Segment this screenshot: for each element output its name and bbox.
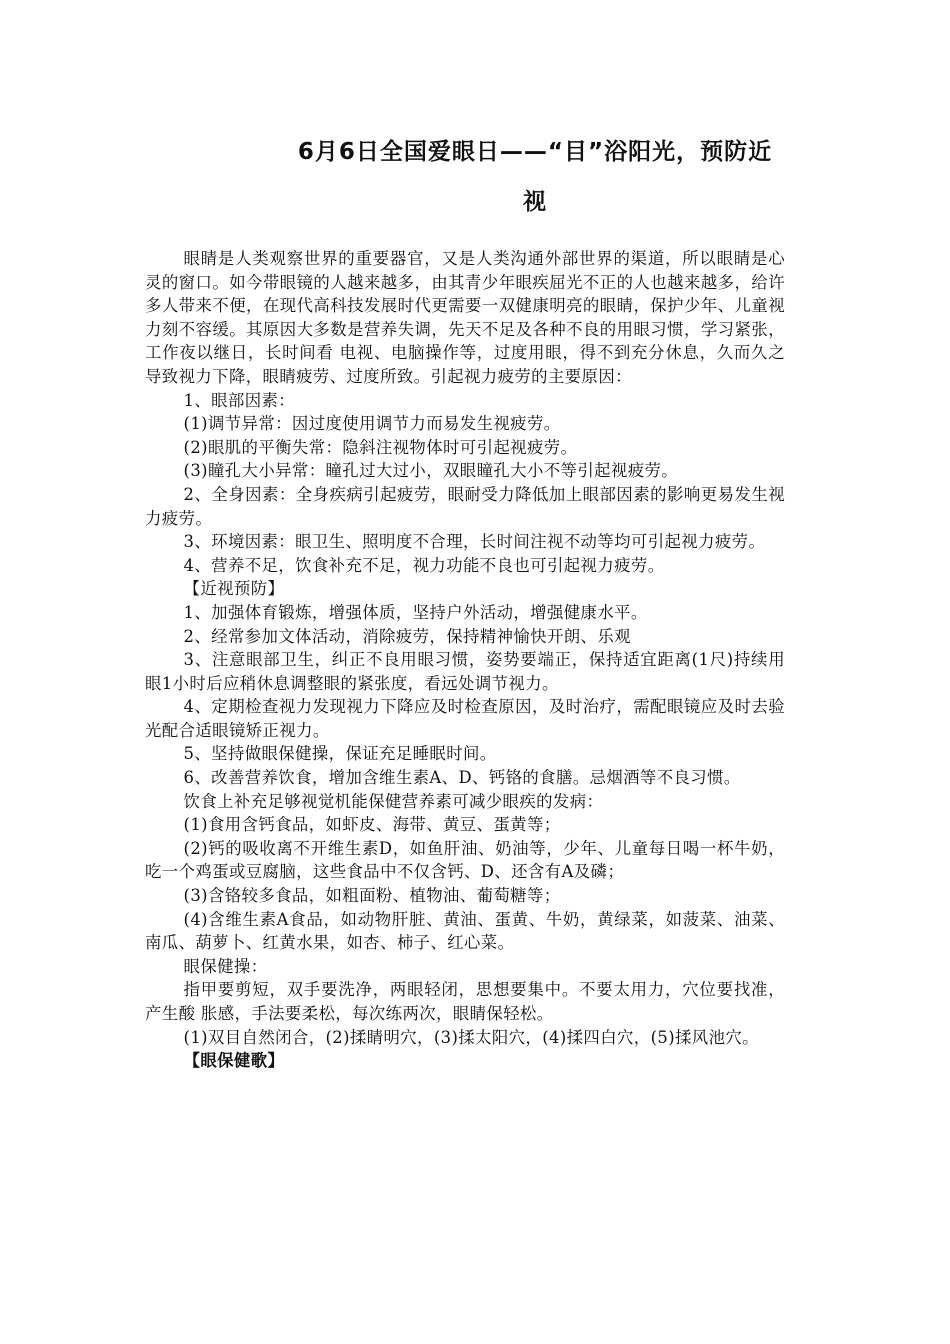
diet-item-4: (4)含维生素A食品，如动物肝脏、黄油、蛋黄、牛奶，黄绿菜，如菠菜、油菜、南瓜、葫萝卜、红黄水果，如杏、柿子、红心菜。 bbox=[145, 909, 785, 953]
prevention-item-4: 4、定期检查视力发现视力下降应及时检查原因，及时治疗，需配眼镜应及时去验光配合适眼镜矫正视力。 bbox=[145, 697, 785, 740]
document-title-line-2: 视 bbox=[523, 189, 547, 215]
myopia-prevention-heading: 【近视预防】 bbox=[183, 579, 285, 599]
prevention-item-6: 6、改善营养饮食，增加含维生素A、D、钙铬的食膳。忌烟酒等不良习惯。 bbox=[183, 768, 741, 788]
cause-body-factors: 2、全身因素：全身疾病引起疲劳，眼耐受力降低加上眼部因素的影响更易发生视力疲劳。 bbox=[145, 484, 785, 528]
cause-eye-factor-1: (1)调节异常：因过度使用调节力而易发生视疲劳。 bbox=[183, 414, 561, 434]
cause-eye-factor-3: (3)瞳孔大小异常：瞳孔过大过小，双眼瞳孔大小不等引起视疲劳。 bbox=[183, 461, 679, 481]
diet-intro: 饮食上补充足够视觉机能保健营养素可减少眼疾的发病： bbox=[183, 791, 604, 811]
prevention-item-2: 2、经常参加文体活动，消除疲劳，保持精神愉快开朗、乐观 bbox=[183, 626, 631, 646]
prevention-item-3: 3、注意眼部卫生，纠正不良用眼习惯，姿势要端正，保持适宜距离(1尺)持续用眼1小时后应稍休息调整眼的紧张度，看远处调节视力。 bbox=[145, 650, 785, 693]
eye-exercise-instructions: 指甲要剪短，双手要洗净，两眼轻闭，思想要集中。不要太用力，穴位要找准，产生酸 胀感，手法要柔松，每次练两次，眼睛保轻松。 bbox=[145, 980, 785, 1023]
eye-exercise-heading: 眼保健操： bbox=[183, 956, 268, 976]
cause-eye-factors-heading: 1、眼部因素： bbox=[183, 390, 296, 410]
cause-environment-factors: 3、环境因素：眼卫生、照明度不合理，长时间注视不动等均可引起视力疲劳。 bbox=[183, 532, 766, 552]
document-title-line-1: 6月6日全国爱眼日——“目”浴阳光，预防近 bbox=[297, 139, 773, 165]
document-body bbox=[145, 247, 785, 1073]
diet-item-1: (1)食用含钙食品，如虾皮、海带、黄豆、蛋黄等； bbox=[183, 815, 561, 835]
prevention-item-1: 1、加强体育锻炼，增强体质，坚持户外活动，增强健康水平。 bbox=[183, 602, 648, 622]
eye-care-song-heading: 【眼保健歌】 bbox=[183, 1051, 285, 1071]
cause-nutrition-factors: 4、营养不足，饮食补充不足，视力功能不良也可引起视力疲劳。 bbox=[183, 555, 665, 575]
diet-item-2: (2)钙的吸收离不开维生素D，如鱼肝油、奶油等，少年、儿童每日喝一杯牛奶，吃一个鸡蛋或豆腐脑，这些食品中不仅含钙、D、还含有A及磷； bbox=[145, 838, 785, 882]
diet-item-3: (3)含铬较多食品，如粗面粉、植物油、葡萄糖等； bbox=[183, 886, 561, 906]
prevention-item-5: 5、坚持做眼保健操，保证充足睡眠时间。 bbox=[183, 744, 497, 764]
cause-eye-factor-2: (2)眼肌的平衡失常：隐斜注视物体时可引起视疲劳。 bbox=[183, 437, 578, 457]
intro-paragraph: 眼睛是人类观察世界的重要器官，又是人类沟通外部世界的渠道，所以眼睛是心灵的窗口。如今带眼镜的人越来越多，由其青少年眼疾屈光不正的人也越来越多，给许多人带来不便，在现代高科技发展时代更需要一双健康明亮的眼睛，保护少年、儿童视力刻不容缓。其原因大多数是营养失调，先天不足及各种不良的用眼习惯，学习紧张，工作夜以继日，长时间看 电视、电脑操作等，过度用眼，得不到充分休息，久而久之导致视力下降，眼睛疲劳、过度所致。引起视力疲劳的主要原因： bbox=[145, 249, 785, 386]
eye-exercise-steps: (1)双目自然闭合，(2)揉睛明穴，(3)揉太阳穴，(4)揉四白穴，(5)揉风池穴。 bbox=[183, 1027, 759, 1047]
